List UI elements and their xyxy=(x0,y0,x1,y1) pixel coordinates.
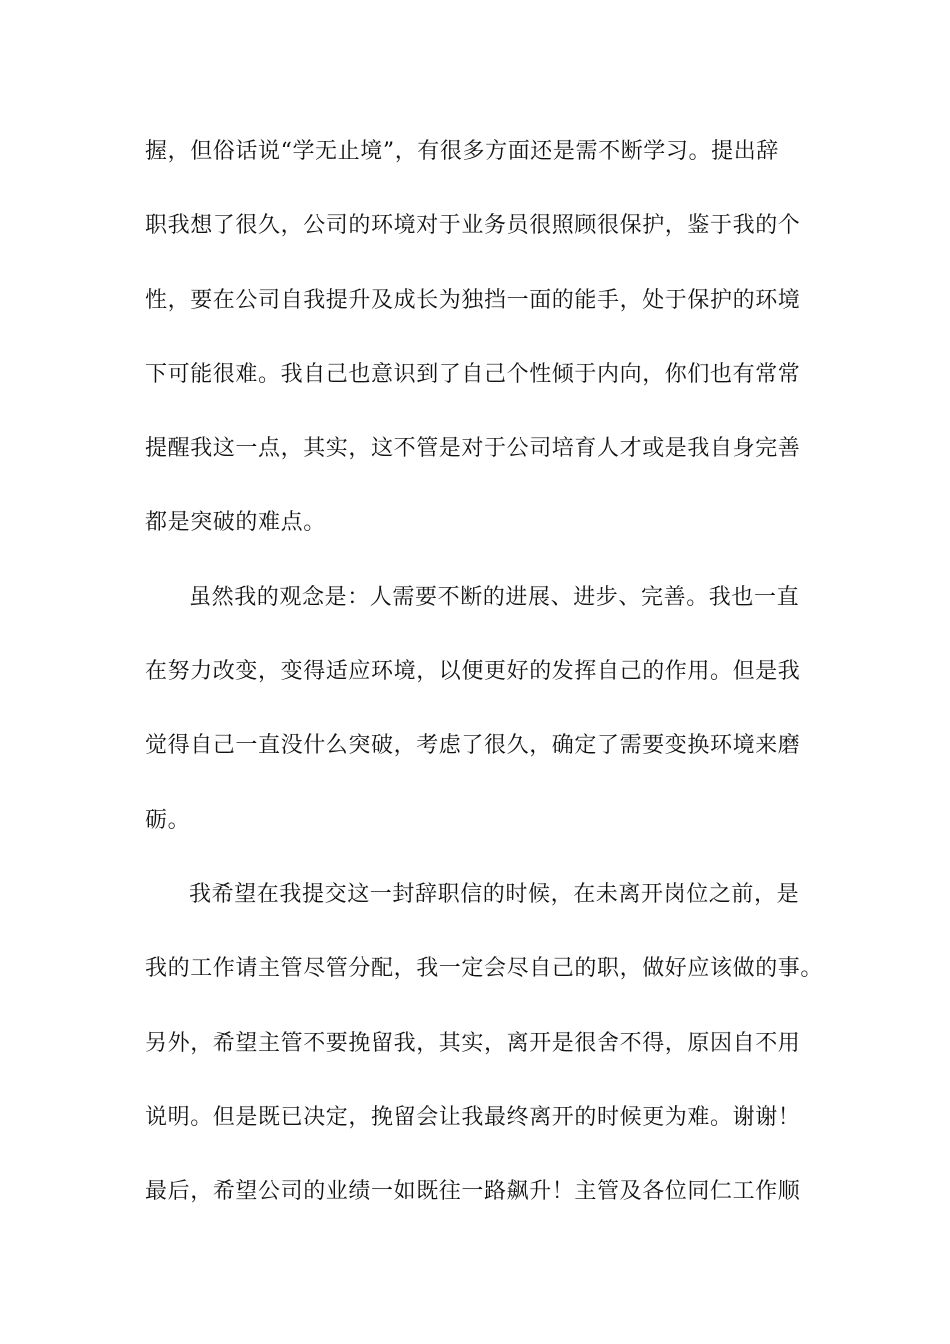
text-line: 职我想了很久，公司的环境对于业务员很照顾很保护，鉴于我的个 xyxy=(145,213,801,239)
paragraph-first-line: 虽然我的观念是：人需要不断的进展、进步、完善。我也一直 xyxy=(189,584,800,610)
text-line: 下可能很难。我自己也意识到了自己个性倾于内向，你们也有常常 xyxy=(145,361,801,387)
text-line: 在努力改变，变得适应环境，以便更好的发挥自己的作用。但是我 xyxy=(145,659,801,685)
text-line: 最后，希望公司的业绩一如既往一路飙升！主管及各位同仁工作顺 xyxy=(145,1179,801,1205)
text-line: 砺。 xyxy=(145,807,191,833)
text-line: 性，要在公司自我提升及成长为独挡一面的能手，处于保护的环境 xyxy=(145,287,801,313)
text-line: 觉得自己一直没什么突破，考虑了很久，确定了需要变换环境来磨 xyxy=(145,733,801,759)
text-line: 说明。但是既已决定，挽留会让我最终离开的时候更为难。谢谢！ xyxy=(145,1104,801,1130)
text-line: 提醒我这一点，其实，这不管是对于公司培育人才或是我自身完善 xyxy=(145,436,801,462)
text-line: 另外，希望主管不要挽留我，其实，离开是很舍不得，原因自不用 xyxy=(145,1030,801,1056)
document-body xyxy=(145,132,825,1246)
paragraph-first-line: 我希望在我提交这一封辞职信的时候，在未离开岗位之前，是 xyxy=(189,881,800,907)
text-line: 都是突破的难点。 xyxy=(145,510,326,536)
text-line: 握，但俗话说“学无止境”，有很多方面还是需不断学习。提出辞 xyxy=(145,139,779,164)
text-line: 我的工作请主管尽管分配，我一定会尽自己的职，做好应该做的事。 xyxy=(145,956,824,982)
